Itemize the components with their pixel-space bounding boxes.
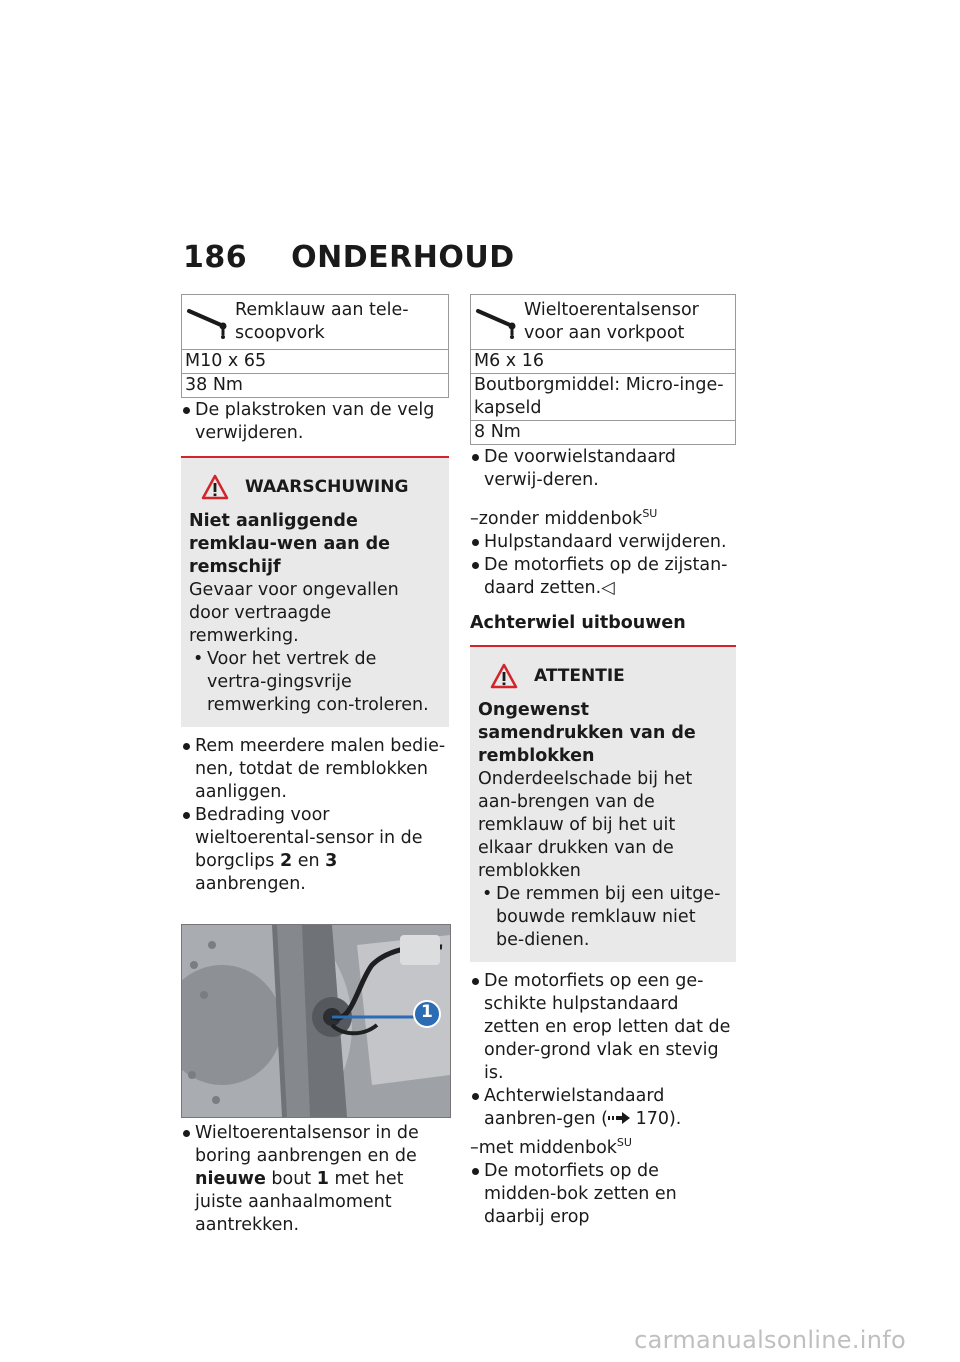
step-item: De motorfiets op de midden-bok zetten en daarbij erop — [470, 1160, 736, 1229]
step-item: De plakstroken van de velg verwijderen. — [181, 399, 449, 445]
attention-text: Onderdeelschade bij het aan-brengen van de remklauw of bij het uit elkaar drukken van de remblokken — [478, 769, 693, 881]
condition: –met middenbok$^{SU}$ — [470, 1136, 632, 1158]
page-reference[interactable]: 170 — [635, 1109, 669, 1129]
torque-spec-table — [470, 294, 736, 445]
callout-number: 1 — [421, 1002, 433, 1022]
sensor-photo — [181, 924, 451, 1118]
warning-title: Niet aanliggende remklau-wen aan de remschijf — [189, 511, 391, 577]
callout-ref: 2 — [279, 851, 293, 871]
callout-ref: 3 — [325, 851, 338, 871]
spec-size: M10 x 65 — [182, 350, 449, 374]
torque-wrench-icon — [474, 299, 524, 343]
step-item: Achterwielstandaard aanbren-gen ( 170). — [470, 1085, 736, 1131]
page-number: 186 — [183, 240, 248, 275]
warning-box — [181, 456, 449, 727]
page-header — [183, 240, 515, 275]
brake-caliper-illustration — [182, 925, 450, 1117]
section-title: Achterwiel uitbouwen — [470, 613, 686, 633]
warning-instruction: • Voor het vertrek de vertra-gingsvrije remwerking con-troleren. — [189, 648, 441, 717]
right-column — [470, 294, 736, 1229]
spec-title: Remklauw aan tele-scoopvork — [235, 300, 409, 343]
step-item: De motorfiets op de zijstan-daard zetten.◁ — [470, 554, 736, 600]
step-item: De voorwielstandaard verwij-deren. — [470, 446, 736, 492]
step-item: Wieltoerentalsensor in de boring aanbrengen en de nieuwe bout 1 met het juiste aanhaalmoment aantrekken. — [181, 1122, 449, 1237]
end-mark: ◁ — [601, 578, 615, 598]
warning-triangle-icon — [490, 663, 518, 689]
spec-agent: Boutborgmiddel: Micro-inge-kapseld — [471, 374, 736, 421]
torque-wrench-icon — [185, 299, 235, 343]
step-item: Rem meerdere malen bedie-nen, totdat de remblokken aanliggen. — [181, 735, 449, 804]
step-item: Hulpstandaard verwijderen. — [470, 531, 736, 554]
torque-spec-table — [181, 294, 449, 398]
attention-label: ATTENTIE — [534, 665, 625, 686]
attention-instruction: • De remmen bij een uitge-bouwde remklauw niet be-dienen. — [478, 883, 728, 952]
condition: –zonder middenbok$^{SU}$ — [470, 507, 658, 529]
left-column — [181, 294, 449, 1237]
spec-title: Wieltoerentalsensor voor aan vorkpoot — [524, 300, 699, 343]
warning-label: WAARSCHUWING — [245, 476, 409, 497]
page-title: ONDERHOUD — [291, 240, 515, 275]
spec-torque: 38 Nm — [182, 374, 449, 398]
page-reference-arrow-icon — [608, 1112, 630, 1124]
spec-size: M6 x 16 — [471, 350, 736, 374]
watermark: carmanualsonline.info — [634, 1326, 906, 1354]
step-item: Bedrading voor wieltoerental-sensor in de borgclips 2 en 3 aanbrengen. — [181, 804, 449, 896]
warning-text: Gevaar voor ongevallen door vertraagde remwerking. — [189, 580, 399, 646]
warning-triangle-icon — [201, 474, 229, 500]
attention-box — [470, 647, 736, 962]
spec-torque: 8 Nm — [471, 421, 736, 445]
step-item: De motorfiets op een ge-schikte hulpstandaard zetten en erop letten dat de onder-grond vlak en stevig is. — [470, 970, 736, 1085]
callout-ref: 1 — [316, 1169, 329, 1189]
attention-title: Ongewenst samendrukken van de remblokken — [478, 700, 696, 766]
